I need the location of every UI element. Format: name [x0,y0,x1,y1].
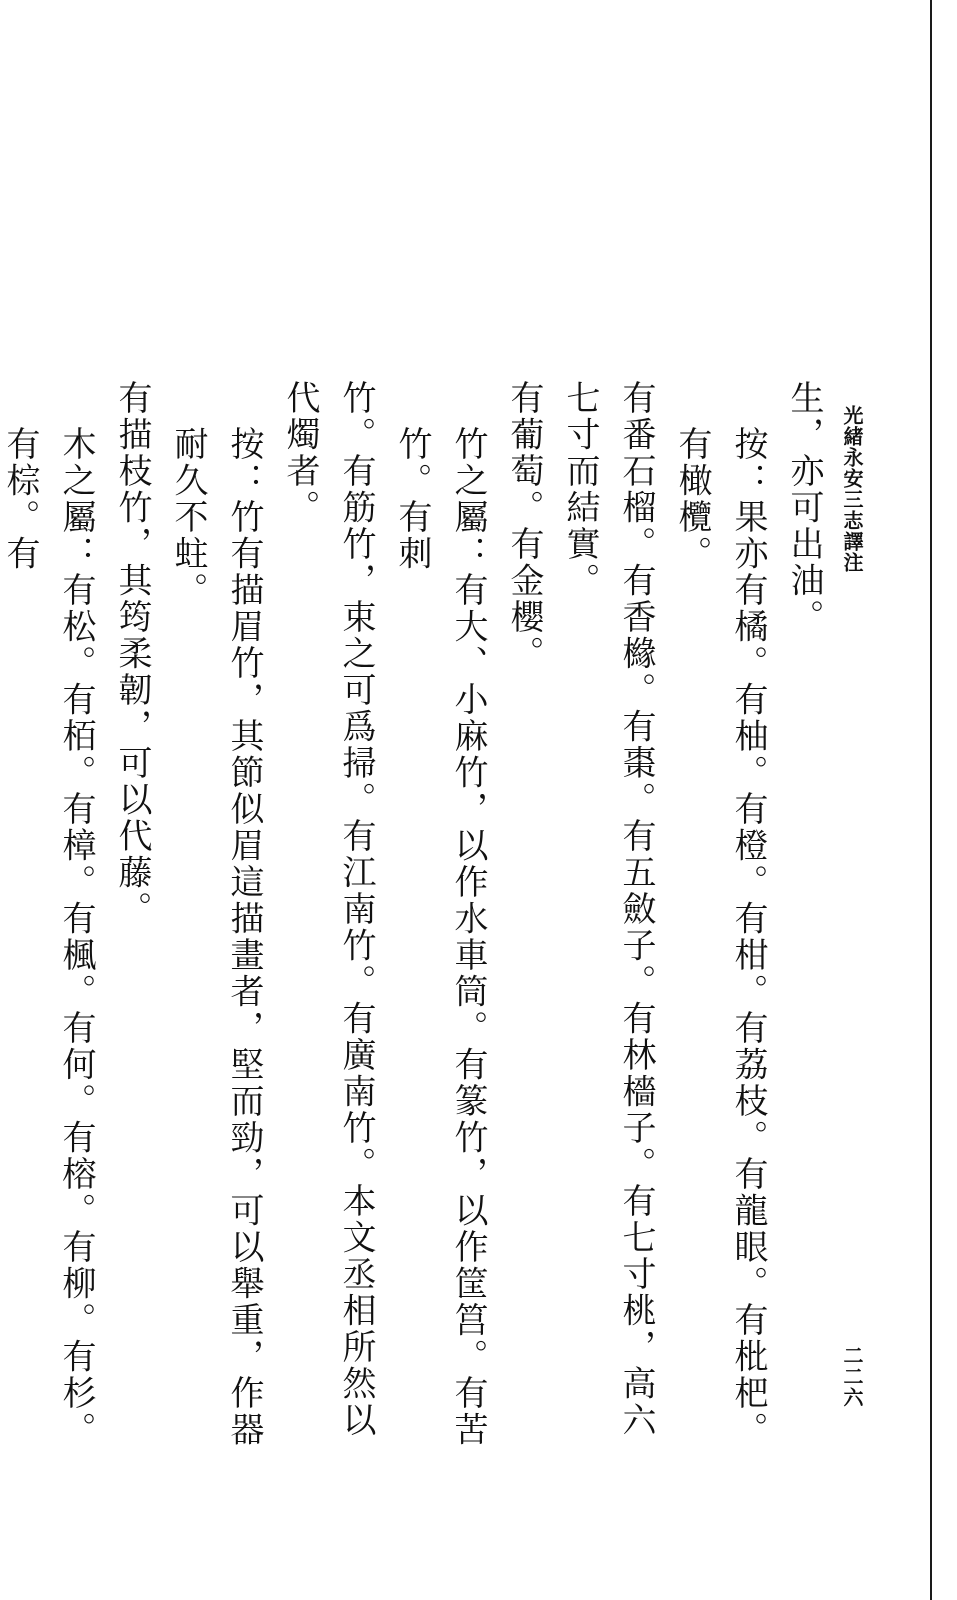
text-line: 木之屬：有松。有栢。有樟。有楓。有何。有榕。有柳。有杉。有棕。有 [0,426,96,1448]
text-line: 有描枝竹，其筠柔韌，可以代藤。 [112,380,152,928]
text-line: 有番石榴。有香櫞。有棗。有五斂子。有林檣子。有七寸桃，高六七寸而結實。 [560,380,656,1439]
vertical-text-body [0,380,832,1460]
page-number: 二二六 [840,1345,864,1408]
page-edge-divider [930,0,932,1600]
book-title: 光緒永安三志譯注 [840,405,864,573]
text-line: 竹之屬：有大、小麻竹，以作水車筒。有篆竹，以作筐筥。有苦竹。有刺 [392,426,488,1448]
text-line: 有葡萄。有金櫻。 [504,380,544,672]
text-line: 生，亦可出油。 [784,380,824,636]
text-line: 竹。有筋竹，束之可爲掃。有江南竹。有廣南竹。本文丞相所然以代燭者。 [280,380,376,1439]
text-line: 按：果亦有橘。有柚。有橙。有柑。有荔枝。有龍眼。有枇杷。有橄欖。 [672,426,768,1448]
text-line: 按：竹有描眉竹，其節似眉這描畫者，堅而勁，可以舉重，作器耐久不蛀。 [168,426,264,1448]
